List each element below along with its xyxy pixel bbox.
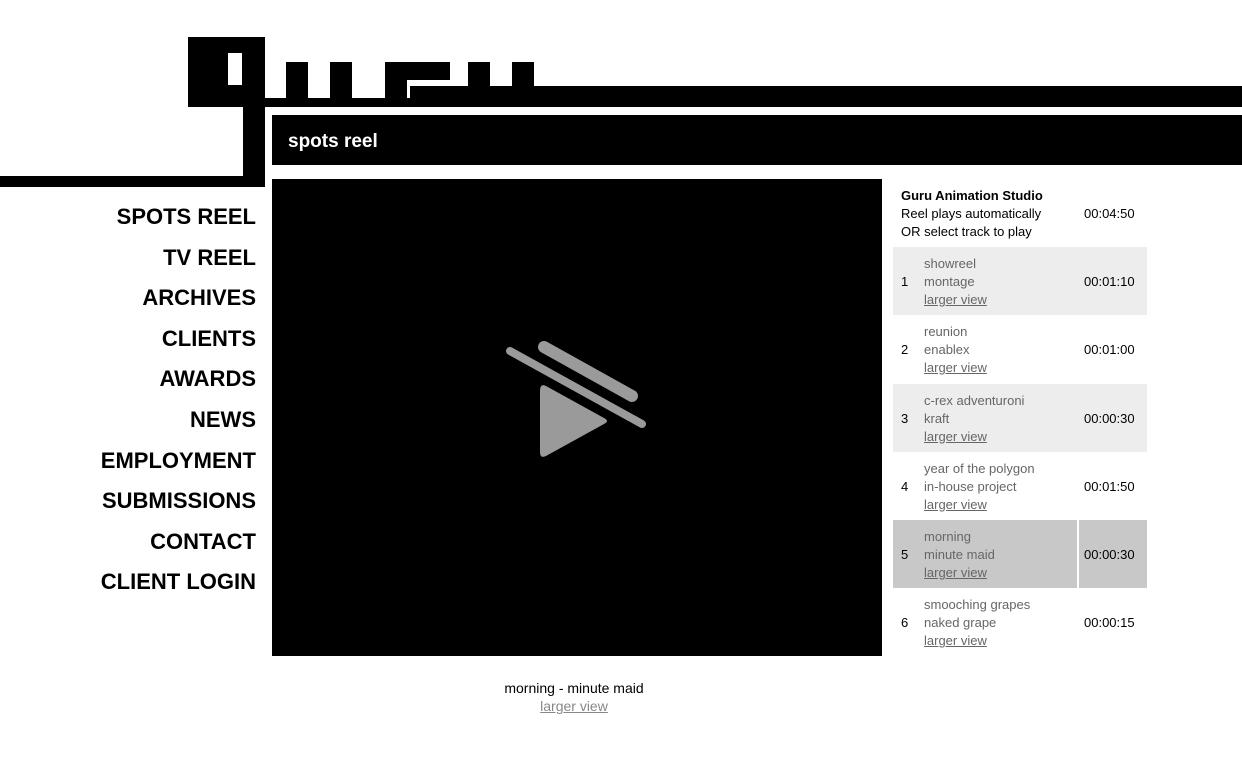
track-title: showreel [924, 256, 977, 271]
track-number: 6 [901, 615, 909, 631]
playlist-instructions-2: OR select track to play [901, 224, 1032, 239]
video-player[interactable] [272, 179, 882, 656]
track-client: naked grape [924, 615, 997, 631]
track-client: montage [924, 274, 975, 289]
nav-item-submissions[interactable]: SUBMISSIONS [101, 488, 256, 514]
track-number: 2 [901, 342, 909, 358]
track-client: kraft [924, 410, 950, 426]
nav-item-awards[interactable]: AWARDS [159, 366, 256, 392]
track-row[interactable] [893, 588, 1147, 656]
track-larger-view-link[interactable]: larger view [924, 428, 987, 444]
track-duration: 00:01:10 [1084, 274, 1135, 289]
nav-item-tv-reel[interactable]: TV REEL [163, 244, 256, 270]
playlist-instructions-1: Reel plays automatically [901, 206, 1042, 221]
track-number: 1 [901, 274, 909, 289]
track-larger-view-link[interactable]: larger view [924, 565, 987, 581]
nav-item-spots-reel[interactable]: SPOTS REEL [116, 204, 256, 229]
track-row[interactable] [893, 315, 1147, 383]
track-title: year of the polygon [924, 460, 1035, 476]
nav-item-client-login[interactable]: CLIENT LOGIN [100, 569, 256, 595]
larger-view-link[interactable]: larger view [540, 698, 608, 714]
track-number: 4 [901, 478, 909, 494]
playlist-total-duration: 00:04:50 [1084, 206, 1135, 221]
playlist-header [893, 185, 1147, 247]
page-title: spots reel [288, 131, 378, 152]
track-duration: 00:00:30 [1084, 547, 1135, 563]
track-title: reunion [924, 324, 968, 340]
play-disabled-icon[interactable] [502, 341, 652, 466]
track-number: 5 [901, 547, 909, 563]
playlist [893, 185, 1147, 657]
track-row[interactable] [893, 452, 1147, 520]
nav-item-contact[interactable]: CONTACT [150, 528, 256, 554]
page-title-bar [272, 115, 1242, 165]
track-title: morning [924, 529, 971, 545]
now-playing-caption [272, 680, 876, 714]
nav-item-employment[interactable]: EMPLOYMENT [100, 447, 256, 473]
nav-item-news[interactable]: NEWS [190, 406, 256, 432]
track-larger-view-link[interactable]: larger view [924, 360, 987, 376]
track-row-selected[interactable] [893, 520, 1147, 588]
track-row[interactable] [893, 384, 1147, 452]
track-larger-view-link[interactable]: larger view [924, 496, 987, 512]
track-duration: 00:01:50 [1084, 478, 1135, 494]
track-row[interactable] [893, 247, 1147, 315]
track-duration: 00:00:15 [1084, 615, 1135, 631]
track-larger-view-link[interactable]: larger view [924, 292, 987, 307]
main-nav [0, 200, 256, 606]
track-title: smooching grapes [924, 597, 1031, 613]
studio-name: Guru Animation Studio [901, 188, 1043, 203]
now-playing-title: morning - minute maid [504, 680, 644, 696]
track-client: enablex [924, 342, 970, 358]
nav-item-clients[interactable]: CLIENTS [161, 325, 256, 351]
track-client: in-house project [924, 478, 1017, 494]
track-larger-view-link[interactable]: larger view [924, 633, 987, 649]
track-title: c-rex adventuroni [924, 392, 1025, 408]
track-duration: 00:01:00 [1084, 342, 1135, 358]
track-client: minute maid [924, 547, 995, 563]
track-number: 3 [901, 410, 909, 426]
nav-item-archives[interactable]: ARCHIVES [142, 285, 256, 311]
track-duration: 00:00:30 [1084, 410, 1135, 426]
